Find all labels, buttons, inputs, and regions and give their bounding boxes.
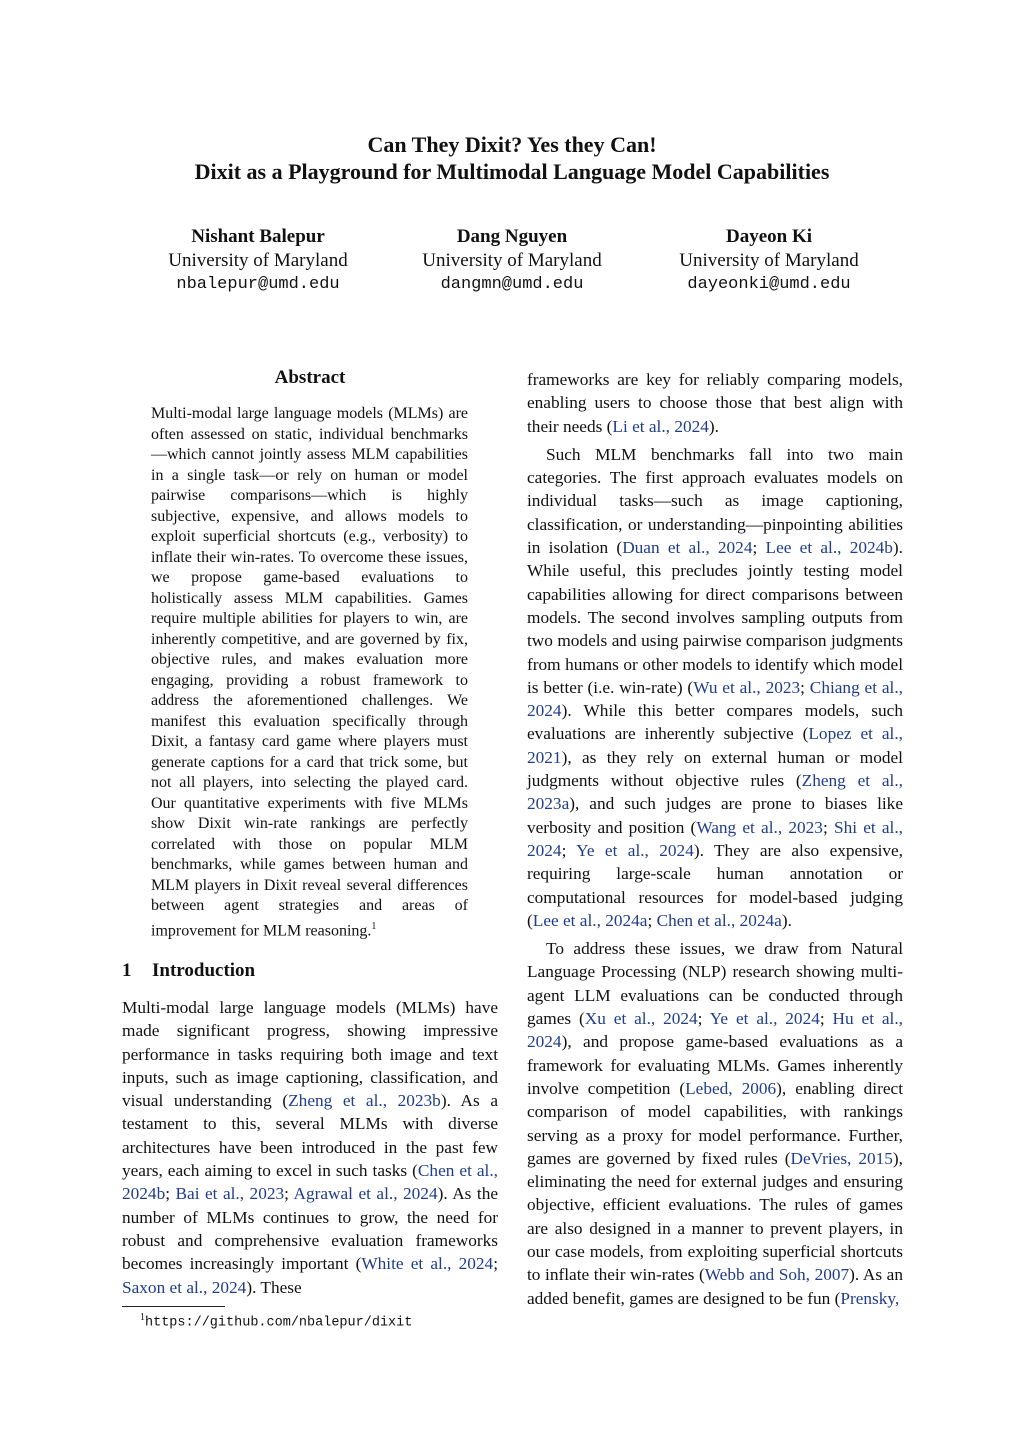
intro-left-column xyxy=(122,996,498,1299)
citation-link[interactable]: Agrawal et al., 2024 xyxy=(293,1184,438,1204)
citation-link[interactable]: Bai et al., 2023 xyxy=(175,1184,285,1204)
text-run: Such MLM benchmarks fall into two main categories. The first approach evaluates models on individual tasks—such as image captioning, classification, or understanding—pinpointing abilities in isolation ( xyxy=(527,444,903,558)
paragraph xyxy=(122,996,498,1299)
text-run: ; xyxy=(697,1009,710,1029)
text-run: ), as they rely on external human or model judgments without objective rules ( xyxy=(527,747,903,791)
footnote-ref[interactable]: 1 xyxy=(371,920,377,932)
author-email[interactable]: dayeonki@umd.edu xyxy=(687,275,851,294)
text-run: ). While useful, this precludes jointly testing model capabilities allowing for direct comparisons between models. The second involves sampling outputs from two models and using pairwise comparison judgments from humans or other models to identify which model is better (i.e. win-rate) ( xyxy=(527,538,903,697)
text-run: ; xyxy=(493,1254,498,1274)
citation-link[interactable]: Li et al., 2024 xyxy=(612,416,709,436)
footnote xyxy=(140,1312,412,1331)
text-run: ), enabling direct comparison of model capabilities, with rankings serving as a proxy for model performance. Further, games are governed by fixed rules ( xyxy=(527,1078,904,1168)
text-run: ), and propose game-based evaluations as a framework for evaluating MLMs. Games inherently involve competition ( xyxy=(527,1032,903,1098)
text-run: ). As a testament to this, several MLMs with diverse architectures have been introduced in the past few years, each aiming to excel in such tasks ( xyxy=(122,1091,498,1181)
text-run: ; xyxy=(647,910,657,930)
citation-link[interactable]: Ye et al., 2024 xyxy=(709,1009,820,1029)
abstract-heading: Abstract xyxy=(274,367,346,388)
paragraph xyxy=(527,368,903,438)
citation-link[interactable]: Lee et al., 2024a xyxy=(532,910,648,930)
citation-link[interactable]: Chen et al., 2024a xyxy=(656,910,782,930)
text-run: ; xyxy=(800,677,810,697)
text-run: frameworks are key for reliably comparing models, enabling users to choose those that best align with their needs ( xyxy=(527,370,903,436)
text-run: ; xyxy=(284,1184,294,1204)
text-run: To address these issues, we draw from Natural Language Processing (NLP) research showing multi-agent LLM evaluations can be conducted through games ( xyxy=(527,939,903,1029)
author-block xyxy=(128,225,388,297)
citation-link[interactable]: Wang et al., 2023 xyxy=(696,817,823,837)
citation-link[interactable]: Zheng et al., 2023a xyxy=(527,771,903,814)
citation-link[interactable]: Lebed, 2006 xyxy=(685,1078,777,1098)
title-line-2: Dixit as a Playground for Multimodal Language Model Capabilities xyxy=(194,159,830,184)
footnote-divider xyxy=(122,1306,225,1307)
title-line-1: Can They Dixit? Yes they Can! xyxy=(367,132,657,157)
author-email[interactable]: dangmn@umd.edu xyxy=(440,275,584,294)
section-number: 1 xyxy=(122,960,132,981)
author-block xyxy=(382,225,642,297)
intro-right-column xyxy=(527,368,903,1310)
text-run: ; xyxy=(165,1184,176,1204)
citation-link[interactable]: Prensky, xyxy=(840,1288,900,1308)
paper-title xyxy=(0,131,1024,185)
citation-link[interactable]: Saxon et al., 2024 xyxy=(122,1277,247,1297)
text-run: ). As the number of MLMs continues to grow, the need for robust and comprehensive evaluation frameworks becomes increasingly important ( xyxy=(122,1184,499,1274)
citation-link[interactable]: Chen et al., 2024b xyxy=(122,1161,499,1204)
author-affiliation: University of Maryland xyxy=(168,250,348,271)
citation-link[interactable]: Shi et al., 2024 xyxy=(527,817,903,860)
section-title: Introduction xyxy=(152,960,256,981)
text-run: ). While this better compares models, such evaluations are inherently subjective ( xyxy=(527,701,903,744)
text-run: ). xyxy=(781,910,792,930)
citation-link[interactable]: DeVries, 2015 xyxy=(790,1148,893,1168)
text-run: Multi-modal large language models (MLMs) have made significant progress, showing impressive performance in tasks requiring both image and text inputs, such as image captioning, classification, and visual understanding ( xyxy=(122,998,498,1111)
citation-link[interactable]: Hu et al., 2024 xyxy=(527,1009,903,1052)
text-run: ; xyxy=(752,538,766,558)
text-run: ; xyxy=(822,817,834,837)
text-run: ). xyxy=(708,416,719,436)
text-run: ), eliminating the need for external judges and ensuring objective, efficient evaluations. The rules of games are also designed in a manner to prevent players, in our case models, from exploiting superficial shortcuts to inflate their win-rates ( xyxy=(527,1148,903,1285)
citation-link[interactable]: Duan et al., 2024 xyxy=(622,538,753,558)
citation-link[interactable]: Lopez et al., 2021 xyxy=(527,724,903,767)
author-affiliation: University of Maryland xyxy=(679,250,859,271)
citation-link[interactable]: Lee et al., 2024b xyxy=(765,538,893,558)
footnote-url-link[interactable]: https://github.com/nbalepur/dixit xyxy=(145,1315,413,1331)
author-block xyxy=(639,225,899,297)
author-name: Dang Nguyen xyxy=(456,226,568,247)
author-name: Nishant Balepur xyxy=(191,226,325,247)
citation-link[interactable]: Xu et al., 2024 xyxy=(584,1009,698,1029)
text-run: ). They are also expensive, requiring large-scale human annotation or computational resources for model-based judging ( xyxy=(527,840,904,930)
text-run: ; xyxy=(561,840,577,860)
citation-link[interactable]: Chiang et al., 2024 xyxy=(527,677,903,721)
author-affiliation: University of Maryland xyxy=(422,250,602,271)
footnote-mark: 1 xyxy=(140,1312,145,1323)
author-name: Dayeon Ki xyxy=(725,226,813,247)
citation-link[interactable]: Zheng et al., 2023b xyxy=(288,1091,441,1111)
paragraph xyxy=(527,443,903,932)
citation-link[interactable]: Ye et al., 2024 xyxy=(576,840,694,860)
text-run: ). As an added benefit, games are designed to be fun ( xyxy=(527,1265,903,1308)
text-run: ). These xyxy=(246,1277,302,1297)
paragraph xyxy=(527,937,903,1310)
text-run: ), and such judges are prone to biases like verbosity and position ( xyxy=(527,794,903,837)
abstract-body-text: Multi-modal large language models (MLMs) are often assessed on static, individual benchmarks—which cannot jointly assess MLM capabilities in a single task—or rely on human or model pairwise comparisons—which is highly subjective, expensive, and allows models to exploit superficial shortcuts (e.g., verbosity) to inflate their win-rates. To overcome these issues, we propose game-based evaluations to holistically assess MLM capabilities. Games require multiple abilities for players to win, are inherently competitive, and are governed by fix, objective rules, and makes evaluation more engaging, providing a robust framework to address the aforementioned challenges. We manifest this evaluation specifically through Dixit, a fantasy card game where players must generate captions for a card that trick some, but not all players, into selecting the played card. Our quantitative experiments with five MLMs show Dixit win-rate rankings are perfectly correlated with those on popular MLM benchmarks, while games between human and MLM players in Dixit reveal several differences between agent strategies and areas of improvement for MLM reasoning. xyxy=(151,405,468,939)
citation-link[interactable]: Webb and Soh, 2007 xyxy=(704,1265,850,1285)
text-run: ; xyxy=(819,1009,833,1029)
abstract-text xyxy=(151,404,468,941)
citation-link[interactable]: Wu et al., 2023 xyxy=(693,677,801,697)
section-heading xyxy=(122,960,255,982)
citation-link[interactable]: White et al., 2024 xyxy=(361,1254,494,1274)
author-email[interactable]: nbalepur@umd.edu xyxy=(176,275,340,294)
